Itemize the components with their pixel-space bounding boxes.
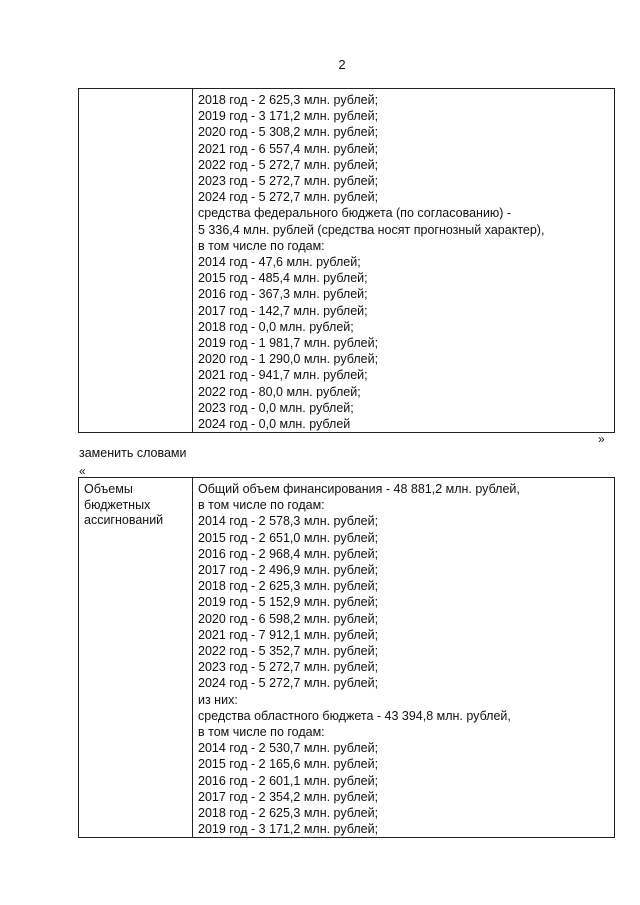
budget-line: 2017 год - 142,7 млн. рублей;: [198, 303, 368, 318]
budget-line: 2022 год - 80,0 млн. рублей;: [198, 384, 361, 399]
budget-line: 2024 год - 5 272,7 млн. рублей;: [198, 676, 379, 691]
budget-line: 2017 год - 2 496,9 млн. рублей;: [198, 563, 379, 578]
table-row: [79, 478, 615, 838]
budget-line: 2021 год - 7 912,1 млн. рублей;: [198, 627, 379, 642]
budget-line: 2019 год - 5 152,9 млн. рублей;: [198, 595, 379, 610]
budget-line: 2014 год - 47,6 млн. рублей;: [198, 255, 361, 270]
budget-line: 2019 год - 3 171,2 млн. рублей;: [198, 822, 379, 837]
budget-line: 2024 год - 0,0 млн. рублей: [198, 417, 351, 432]
budget-line: 2018 год - 0,0 млн. рублей;: [198, 319, 354, 334]
label-line: бюджетных: [84, 497, 151, 512]
budget-line: 2022 год - 5 272,7 млн. рублей;: [198, 157, 379, 172]
budget-line: 2019 год - 1 981,7 млн. рублей;: [198, 336, 379, 351]
budget-line: 2020 год - 5 308,2 млн. рублей;: [198, 125, 379, 140]
label-cell-empty: [79, 89, 193, 433]
budget-line: 2021 год - 941,7 млн. рублей;: [198, 368, 368, 383]
budget-line: 2020 год - 6 598,2 млн. рублей;: [198, 611, 379, 626]
budget-line: 2024 год - 5 272,7 млн. рублей;: [198, 190, 379, 205]
budget-line: 2023 год - 5 272,7 млн. рублей;: [198, 660, 379, 675]
closing-quote: »: [598, 432, 605, 446]
budget-line: средства федерального бюджета (по согласованию) -: [198, 206, 512, 221]
budget-line: 2014 год - 2 530,7 млн. рублей;: [198, 741, 379, 756]
budget-line: в том числе по годам:: [198, 238, 325, 253]
budget-line: 2016 год - 2 968,4 млн. рублей;: [198, 546, 379, 561]
content-cell: [193, 478, 615, 838]
budget-line: 5 336,4 млн. рублей (средства носят прогнозный характер),: [198, 222, 545, 237]
budget-line: 2023 год - 5 272,7 млн. рублей;: [198, 174, 379, 189]
budget-line: в том числе по годам:: [198, 498, 325, 513]
label-line: ассигнований: [84, 513, 164, 527]
budget-line: 2023 год - 0,0 млн. рублей;: [198, 400, 354, 415]
replace-instruction: заменить словами: [79, 446, 187, 460]
budget-line: 2014 год - 2 578,3 млн. рублей;: [198, 514, 379, 529]
table-row: [79, 89, 615, 433]
content-cell: [193, 89, 615, 433]
budget-line: 2015 год - 2 651,0 млн. рублей;: [198, 530, 379, 545]
budget-line: 2020 год - 1 290,0 млн. рублей;: [198, 352, 379, 367]
budget-line: 2019 год - 3 171,2 млн. рублей;: [198, 109, 379, 124]
budget-line: 2022 год - 5 352,7 млн. рублей;: [198, 644, 379, 659]
budget-line: 2015 год - 2 165,6 млн. рублей;: [198, 757, 379, 772]
page-number: 2: [338, 57, 346, 72]
budget-line: 2015 год - 485,4 млн. рублей;: [198, 271, 368, 286]
budget-line: 2018 год - 2 625,3 млн. рублей;: [198, 806, 379, 821]
budget-line: 2018 год - 2 625,3 млн. рублей;: [198, 579, 379, 594]
budget-line: 2016 год - 2 601,1 млн. рублей;: [198, 773, 379, 788]
budget-line: 2021 год - 6 557,4 млн. рублей;: [198, 141, 379, 156]
budget-line: из них:: [198, 692, 238, 707]
budget-line: в том числе по годам:: [198, 725, 325, 740]
budget-line: 2018 год - 2 625,3 млн. рублей;: [198, 93, 379, 107]
budget-line: 2016 год - 367,3 млн. рублей;: [198, 287, 368, 302]
budget-line: средства областного бюджета - 43 394,8 млн. рублей,: [198, 708, 511, 723]
budget-line: Общий объем финансирования - 48 881,2 млн. рублей,: [198, 482, 520, 496]
opening-quote: «: [79, 464, 86, 478]
budget-table-bottom: [78, 477, 615, 838]
budget-line: 2017 год - 2 354,2 млн. рублей;: [198, 789, 379, 804]
budget-table-top: [78, 88, 615, 433]
label-line: Объемы: [84, 482, 133, 496]
label-cell: [79, 478, 193, 838]
